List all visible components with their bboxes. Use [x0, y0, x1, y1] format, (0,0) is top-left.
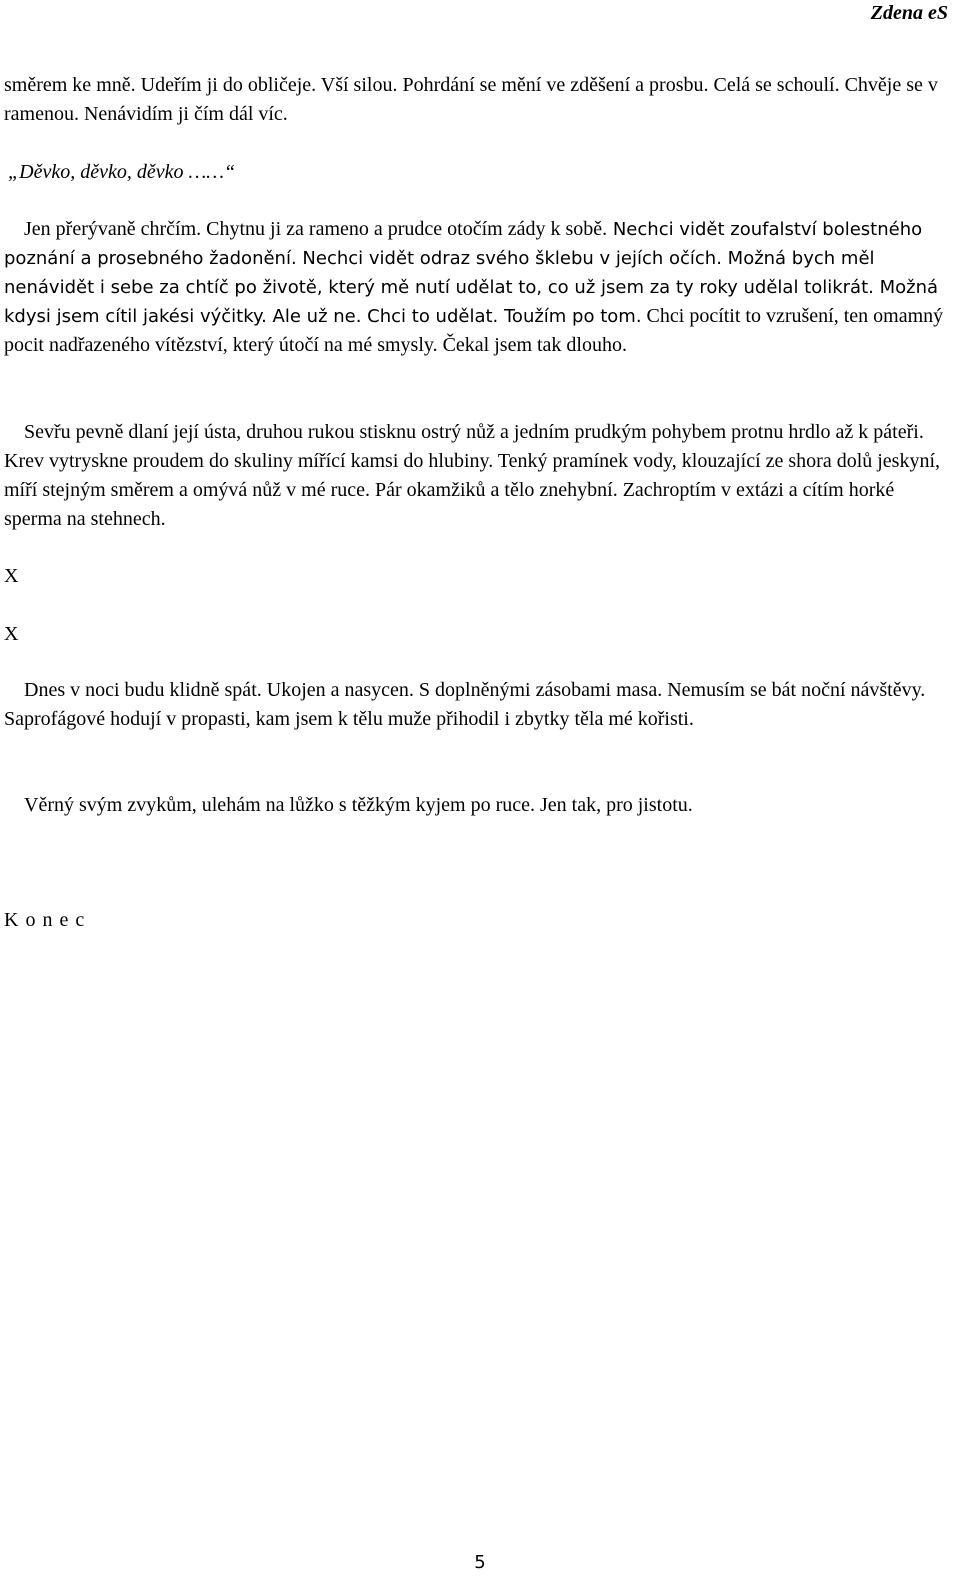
quote-line: „Děvko, děvko, děvko ……“	[8, 161, 236, 183]
paragraph-3-part-5: Chci pocítit to vzrušení, ten omamný pocit nadřazeného vítězství, který útočí na mé smysly. Čekal jsem tak dlouho.	[4, 305, 944, 356]
page-number: 5	[474, 1552, 486, 1573]
paragraph-4: Sevřu pevně dlaní její ústa, druhou rukou stisknu ostrý nůž a jedním prudkým pohybem protnu hrdlo až k páteři. Krev vytryskne proudem do skuliny mířící kamsi do hlubiny. Tenký pramínek vody, klouzající ze shora dolů jeskyní, míří stejným směrem a omývá nůž v mé ruce. Pár okamžiků a tělo znehybní. Zachroptím v extázi a cítím horké sperma na stehnech.	[4, 421, 941, 530]
separator-x-2: X	[4, 623, 19, 645]
separator-x-1: X	[4, 565, 19, 587]
paragraph-3	[4, 215, 954, 360]
paragraph-3-part-4: už jsem za ty roky udělal tolikrát. Možná kdysi jsem cítil jakési výčitky. Ale už ne. Chci to udělat. Toužím po tom.	[4, 277, 939, 327]
paragraph-3-part-3: Možná bych měl nenávidět i sebe za chtíč po životě, který mě nutí udělat to, co	[4, 248, 875, 298]
paragraph-1: směrem ke mně. Udeřím ji do obličeje. Vší silou. Pohrdání se mění ve zděšení a prosbu. Celá se schoulí. Chvěje se v ramenou. Nenávidím ji čím dál víc.	[4, 74, 938, 125]
paragraph-5: Dnes v noci budu klidně spát. Ukojen a nasycen. S doplněnými zásobami masa. Nemusím se bát noční návštěvy. Saprofágové hodují v propasti, kam jsem k tělu muže přihodil i zbytky těla mé kořisti.	[4, 679, 926, 730]
paragraph-6: Věrný svým zvykům, ulehám na lůžko s těžkým kyjem po ruce. Jen tak, pro jistotu.	[24, 794, 693, 816]
header-author: Zdena eS	[870, 2, 948, 24]
end-marker: K o n e c	[4, 909, 86, 931]
paragraph-3-part-1: Jen přerývaně chrčím. Chytnu ji za rameno a prudce otočím zády k sobě.	[24, 218, 608, 240]
paragraph-3-part-2: Nechci vidět zoufalství bolestného poznání a prosebného žadonění. Nechci vidět odraz svého šklebu v jejích očích.	[4, 219, 923, 269]
